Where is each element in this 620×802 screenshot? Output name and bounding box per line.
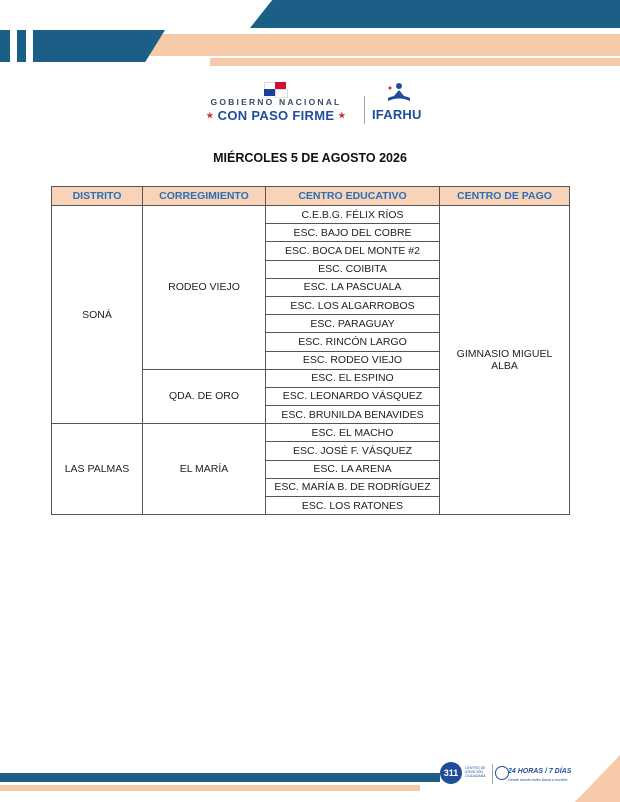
table-header-row — [52, 187, 570, 206]
centro-cell: ESC. RODEO VIEJO — [266, 351, 440, 369]
footer-band-peach — [0, 785, 420, 791]
footer-divider — [492, 764, 493, 784]
centro-cell: ESC. LOS ALGARROBOS — [266, 296, 440, 314]
corregimiento-cell: QDA. DE ORO — [143, 369, 266, 424]
page-title: MIÉRCOLES 5 DE AGOSTO 2026 — [213, 151, 407, 165]
centro-cell: ESC. COIBITA — [266, 260, 440, 278]
footer-hours: 24 HORAS / 7 DÍAS — [508, 768, 572, 775]
distrito-cell: LAS PALMAS — [52, 424, 143, 515]
ifarhu-logo-icon — [384, 82, 414, 104]
distrito-cell: SONÁ — [52, 206, 143, 424]
footer-subtext: Desde donde estés llama o escribe — [508, 778, 568, 782]
centro-cell: ESC. JOSÉ F. VÁSQUEZ — [266, 442, 440, 460]
logo-divider — [364, 96, 365, 124]
ifarhu-wordmark: IFARHU — [372, 107, 422, 122]
phone-icon — [495, 766, 509, 780]
gov-line2 — [192, 108, 360, 123]
centro-cell: ESC. LA ARENA — [266, 460, 440, 478]
footer-corner — [575, 755, 620, 802]
header-band-peach-thin — [210, 58, 620, 66]
header-centro-educativo: CENTRO EDUCATIVO — [266, 187, 440, 206]
schedule-table — [51, 186, 570, 515]
footer-band-navy — [0, 773, 440, 782]
centro-pago-cell: GIMNASIO MIGUEL ALBA — [440, 206, 570, 515]
star-icon: ★ — [338, 111, 346, 120]
centro-cell: ESC. BOCA DEL MONTE #2 — [266, 242, 440, 260]
centro-cell: ESC. LEONARDO VÁSQUEZ — [266, 387, 440, 405]
gov-line1: GOBIERNO NACIONAL — [210, 97, 342, 107]
gov-slogan: CON PASO FIRME — [217, 108, 335, 123]
header-distrito: DISTRITO — [52, 187, 143, 206]
star-icon: ★ — [206, 111, 214, 120]
centro-cell: C.E.B.G. FÉLIX RÍOS — [266, 206, 440, 224]
centro-cell: ESC. BAJO DEL COBRE — [266, 224, 440, 242]
header-centro-pago: CENTRO DE PAGO — [440, 187, 570, 206]
corregimiento-cell: RODEO VIEJO — [143, 206, 266, 370]
centro-cell: ESC. PARAGUAY — [266, 315, 440, 333]
centro-cell: ESC. BRUNILDA BENAVIDES — [266, 406, 440, 424]
table-row — [52, 206, 570, 224]
footer-small-text: CENTRO DE ATENCIÓN CIUDADANA — [465, 766, 486, 778]
panama-flag-icon — [264, 82, 286, 96]
centro-cell: ESC. EL MACHO — [266, 424, 440, 442]
centro-cell: ESC. LA PASCUALA — [266, 278, 440, 296]
header-stripe — [10, 30, 17, 62]
header-corregimiento: CORREGIMIENTO — [143, 187, 266, 206]
centro-cell: ESC. EL ESPINO — [266, 369, 440, 387]
gobierno-nacional-logo — [192, 82, 360, 128]
header-band-peach — [150, 34, 620, 56]
header-band-left — [0, 30, 165, 62]
header-stripe — [26, 30, 33, 62]
header-band-top — [250, 0, 620, 28]
corregimiento-cell: EL MARÍA — [143, 424, 266, 515]
centro-cell: ESC. RINCÓN LARGO — [266, 333, 440, 351]
centro-cell: ESC. LOS RATONES — [266, 497, 440, 515]
311-logo-icon: 311 — [440, 762, 462, 784]
centro-cell: ESC. MARÍA B. DE RODRÍGUEZ — [266, 478, 440, 496]
